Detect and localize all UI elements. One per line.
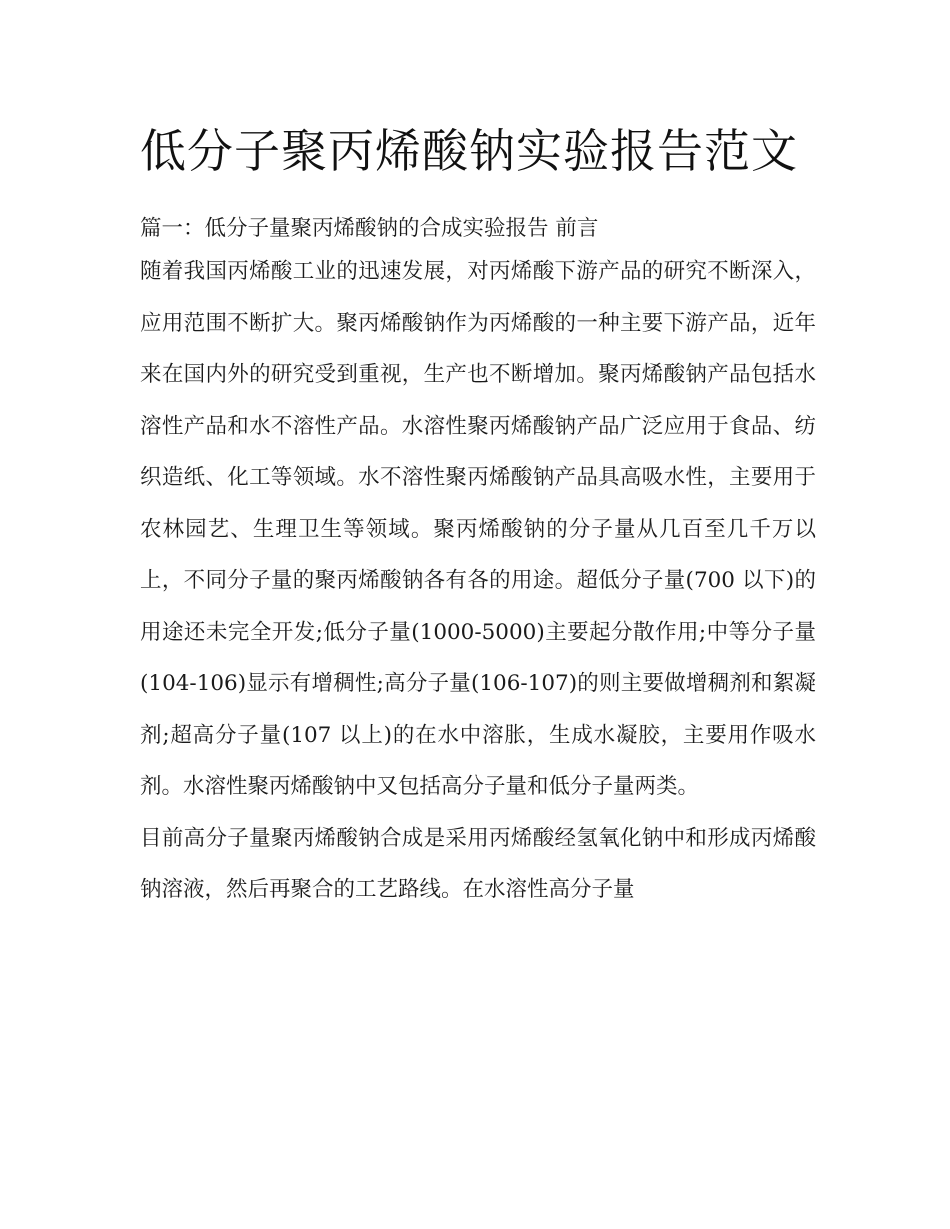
- paragraph-synthesis: 目前高分子量聚丙烯酸钠合成是采用丙烯酸经氢氧化钠中和形成丙烯酸钠溶液，然后再聚合的工艺路线。在水溶性高分子量: [140, 825, 816, 902]
- section-heading: 篇一：低分子量聚丙烯酸钠的合成实验报告 前言: [140, 216, 599, 241]
- document-title: 低分子聚丙烯酸钠实验报告范文: [140, 124, 798, 178]
- document-body: [140, 112, 816, 916]
- paragraph-intro: 随着我国丙烯酸工业的迅速发展，对丙烯酸下游产品的研究不断深入，应用范围不断扩大。聚丙烯酸钠作为丙烯酸的一种主要下游产品，近年来在国内外的研究受到重视，生产也不断增加。聚丙烯酸钠产品包括水溶性产品和水不溶性产品。水溶性聚丙烯酸钠产品广泛应用于食品、纺织造纸、化工等领域。水不溶性聚丙烯酸钠产品具高吸水性，主要用于农林园艺、生理卫生等领域。聚丙烯酸钠的分子量从几百至几千万以上，不同分子量的聚丙烯酸钠各有各的用途。超低分子量(700 以下)的用途还未完全开发;低分子量(1000-5000)主要起分散作用;中等分子量(104-106)显示有增稠性;高分子量(106-107)的则主要做增稠剂和絮凝剂;超高分子量(107 以上)的在水中溶胀，生成水凝胶，主要用作吸水剂。水溶性聚丙烯酸钠中又包括高分子量和低分子量两类。: [140, 259, 816, 799]
